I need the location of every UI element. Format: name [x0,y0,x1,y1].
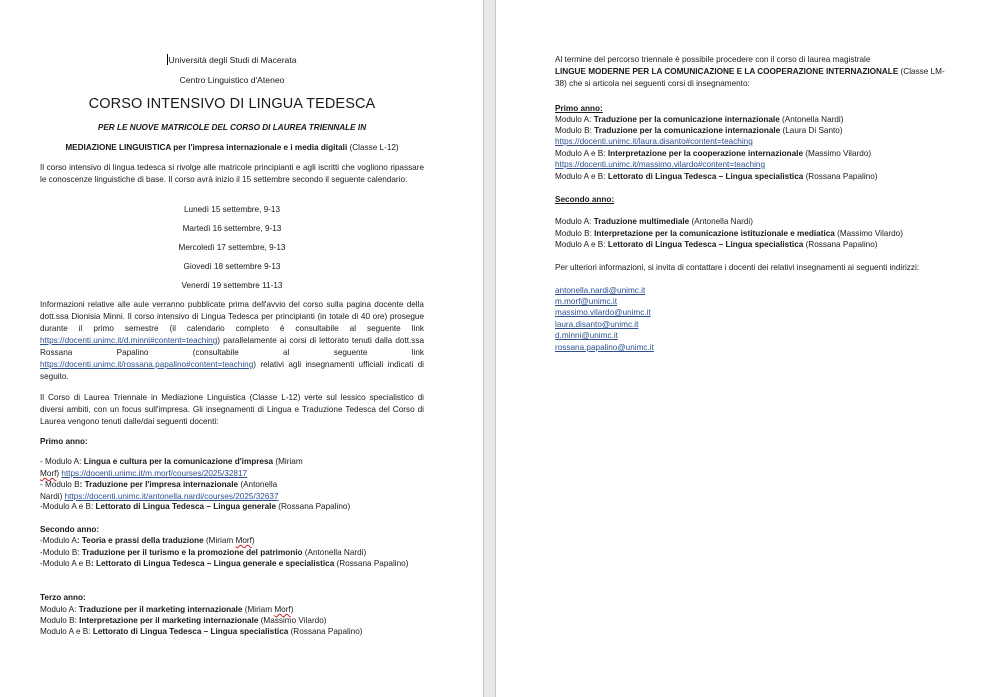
m2-module-ab: Modulo A e B: Lettorato di Lingua Tedesca – Lingua specialistica (Rossana Papalino) [555,240,878,249]
intro-paragraph: Il corso intensivo di lingua tedesca si rivolge alle matricole principianti e agli iscritti che vogliono ripassare le conoscenze linguistiche di base. Il corso avrà inizio il 15 settembre secondo il seguente calendario: [40,163,424,184]
year2-heading: Secondo anno: [40,525,100,534]
m1-module-lettorato: Modulo A e B: Lettorato di Lingua Tedesca – Lingua specialistica (Rossana Papalino) [555,172,878,181]
email-link-papalino[interactable]: rossana.papalino@unimc.it [555,343,654,352]
y1-module-b: - Modulo B: Traduzione per l'impresa internazionale (Antonella Nardi) https://docenti.unimc.it/antonella.nardi/courses/2025/32637 [40,480,279,501]
year3-heading: Terzo anno: [40,593,86,602]
m2-module-a: Modulo A: Traduzione multimediale (Antonella Nardi) [555,217,753,226]
course-intro-paragraph: Il Corso di Laurea Triennale in Mediazione Linguistica (Classe L-12) verte sul lessico specialistico di diversi ambiti, con un focus sull'impresa. Gli insegnamenti di Lingua e Traduzione Tedesca del Corso di Laurea vengono tenuti dalle/dai seguenti docenti: [40,393,424,426]
y1-module-ab: -Modulo A e B: Lettorato di Lingua Tedesca – Lingua generale (Rossana Papalino) [40,502,351,511]
document-page-1[interactable] [0,0,483,697]
nardi-course-link[interactable]: https://docenti.unimc.it/antonella.nardi/courses/2025/32637 [64,492,279,501]
y2-module-b: -Modulo B: Traduzione per il turismo e la promozione del patrimonio (Antonella Nardi) [40,548,367,557]
m-year2-heading: Secondo anno: [555,195,615,204]
y3-module-ab: Modulo A e B: Lettorato di Lingua Tedesca – Lingua specialistica (Rossana Papalino) [40,627,363,636]
info-paragraph: Informazioni relative alle aule verranno pubblicate prima dell'avvio del corso sulla pagina docente della dott.ssa Dionisia Minni. Il corso intensivo di Lingua Tedesca per principianti (in totale di 40 ore) prosegue durante il primo semestre (il calendario completo è consultabile al seguente link https://docenti.unimc.it/d.minni#content=teaching) parallelamente ai corsi di lettorato tenuti dalla dott.ssa Rossana Papalino (consultabile al seguente link https://docenti.unimc.it/rossana.papalino#content=teaching) relativi agli insegnamenti ufficiali indicati di seguito. [40,300,424,381]
email-link-morf[interactable]: m.morf@unimc.it [555,297,617,306]
university-name: Università degli Studi di Macerata [168,55,297,65]
degree-line: MEDIAZIONE LINGUISTICA per l'impresa internazionale e i media digitali (Classe L-12) [65,143,399,152]
y3-module-b: Modulo B: Interpretazione per il marketing internazionale (Massimo Vilardo) [40,616,327,625]
contact-intro: Per ulteriori informazioni, si invita di contattare i docenti dei relativi insegnamenti ai seguenti indirizzi: [555,263,920,272]
email-link-minni[interactable]: d.minni@unimc.it [555,331,618,340]
papalino-teaching-link[interactable]: https://docenti.unimc.it/rossana.papalino#content=teaching [40,360,254,369]
m1-module-b: Modulo B: Traduzione per la comunicazione internazionale (Laura Di Santo) [555,126,843,135]
master-intro: Al termine del percorso triennale è possibile procedere con il corso di laurea magistrale LINGUE MODERNE PER LA COMUNICAZIONE E LA COOPERAZIONE INTERNAZIONALE (Classe LM-38) che si articola nei seguenti corsi di insegnamento: [555,55,945,88]
centre-name: Centro Linguistico d'Ateneo [179,75,285,85]
page-separator [483,0,496,697]
calendar-day-4: Giovedì 18 settembre 9-13 [183,262,281,271]
document-page-2[interactable] [496,0,992,697]
y2-module-ab: -Modulo A e B: Lettorato di Lingua Tedesca – Lingua generale e specialistica (Rossana Papalino) [40,559,409,568]
morf-course-link[interactable]: https://docenti.unimc.it/m.morf/courses/2025/32817 [61,469,248,478]
y3-module-a: Modulo A: Traduzione per il marketing internazionale (Miriam Morf) [40,605,294,614]
calendar-day-3: Mercoledì 17 settembre, 9-13 [178,243,286,252]
y1-module-a: - Modulo A: Lingua e cultura per la comunicazione d'impresa (Miriam Morf) https://docenti.unimc.it/m.morf/courses/2025/32817 [40,457,303,478]
subtitle: PER LE NUOVE MATRICOLE DEL CORSO DI LAUREA TRIENNALE IN [97,123,367,132]
email-link-disanto[interactable]: laura.disanto@unimc.it [555,320,639,329]
m2-module-b: Modulo B: Interpretazione per la comunicazione istituzionale e mediatica (Massimo Vilardo) [555,229,903,238]
page-title: CORSO INTENSIVO DI LINGUA TEDESCA [88,96,376,112]
m1-module-ab: Modulo A e B: Interpretazione per la cooperazione internazionale (Massimo Vilardo) [555,149,872,158]
minni-teaching-link[interactable]: https://docenti.unimc.it/d.minni#content=teaching [40,336,218,345]
calendar-day-1: Lunedì 15 settembre, 9-13 [183,205,281,214]
m-year1-heading: Primo anno: [555,104,603,113]
y2-module-a: -Modulo A: Teoria e prassi della traduzione (Miriam Morf) [40,536,255,545]
disanto-teaching-link[interactable]: https://docenti.unimc.it/laura.disanto#content=teaching [555,137,753,146]
year1-heading: Primo anno: [40,437,88,446]
calendar-day-5: Venerdì 19 settembre 11-13 [181,281,283,290]
m1-module-a: Modulo A: Traduzione per la comunicazione internazionale (Antonella Nardi) [555,115,844,124]
calendar-day-2: Martedì 16 settembre, 9-13 [182,224,282,233]
email-link-nardi[interactable]: antonella.nardi@unimc.it [555,286,646,295]
vilardo-teaching-link[interactable]: https://docenti.unimc.it/massimo.vilardo#content=teaching [555,160,766,169]
email-link-vilardo[interactable]: massimo.vilardo@unimc.it [555,308,651,317]
